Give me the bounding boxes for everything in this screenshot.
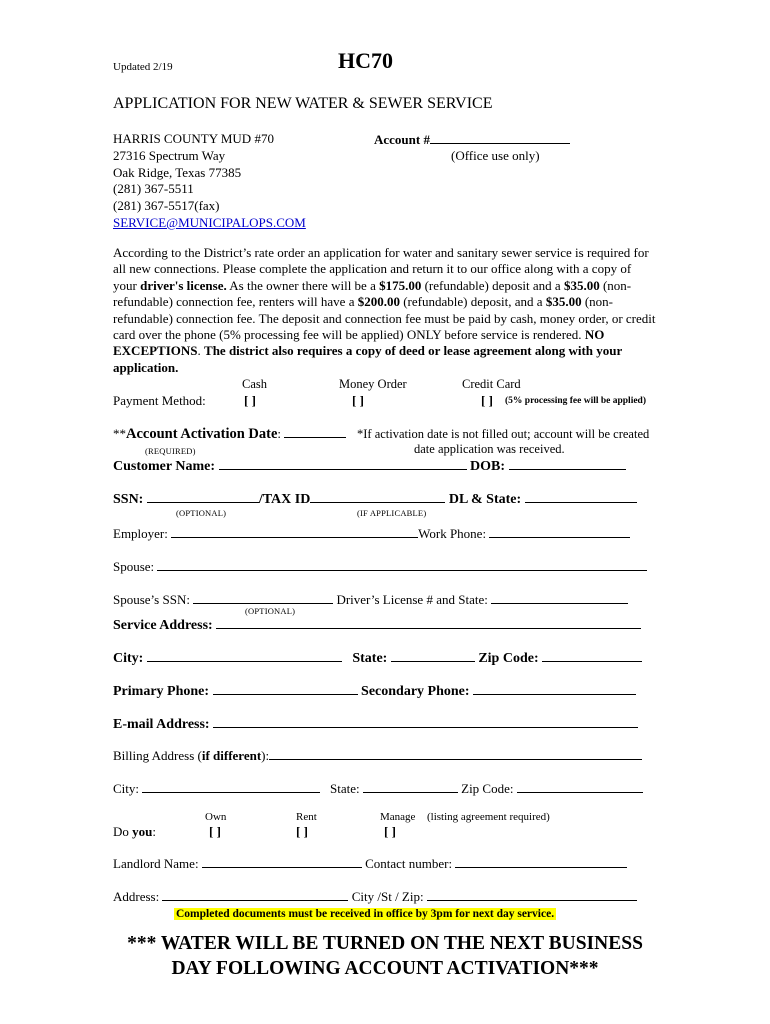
renter-connection-fee: $35.00 xyxy=(545,294,582,310)
landlord-name-label: Landlord Name: xyxy=(113,856,199,871)
payment-cash-checkbox[interactable]: [ ] xyxy=(244,393,256,408)
rent-label: Rent xyxy=(296,811,317,823)
activation-label: Account Activation Date xyxy=(126,426,278,442)
state-line[interactable] xyxy=(391,649,475,662)
own-label: Own xyxy=(205,811,227,823)
manage-note: (listing agreement required) xyxy=(427,811,550,823)
do-you-c: : xyxy=(152,824,156,839)
district-address xyxy=(113,131,306,232)
billing-zip-label: Zip Code: xyxy=(461,781,514,796)
primary-phone-line[interactable] xyxy=(213,682,358,695)
payment-cash-label: Cash xyxy=(242,377,267,391)
district-phone: (281) 367-5511 xyxy=(113,181,194,197)
customer-name-label: Customer Name: xyxy=(113,459,215,474)
district-fax: (281) 367-5517(fax) xyxy=(113,198,220,214)
payment-money-order-checkbox[interactable]: [ ] xyxy=(352,393,364,408)
activation-line[interactable] xyxy=(284,425,346,438)
billing-state-label: State: xyxy=(330,781,360,796)
landlord-address-row[interactable] xyxy=(113,888,637,905)
spouse-line[interactable] xyxy=(157,558,647,571)
do-you-a: Do xyxy=(113,824,133,839)
zip-line[interactable] xyxy=(542,649,642,662)
rent-checkbox[interactable]: [ ] xyxy=(296,824,308,839)
drivers-license-line[interactable] xyxy=(491,591,628,604)
landlord-row[interactable] xyxy=(113,855,627,872)
landlord-city-label: City /St / Zip: xyxy=(351,889,424,904)
tax-id-if-applicable: (IF APPLICABLE) xyxy=(357,508,427,518)
activation-colon: : xyxy=(277,426,282,441)
spouse-ssn-optional: (OPTIONAL) xyxy=(245,606,296,616)
phone-row[interactable] xyxy=(113,682,636,700)
account-label: Account # xyxy=(374,132,430,147)
secondary-phone-line[interactable] xyxy=(473,682,636,695)
intro-text-3: As the owner there will be a xyxy=(226,277,380,293)
form-code: HC70 xyxy=(338,48,393,73)
employer-line[interactable] xyxy=(171,525,418,538)
dl-state-label: DL & State: xyxy=(448,492,522,507)
no-exceptions: NO EXCEPTIONS xyxy=(113,327,605,359)
intro-paragraph xyxy=(113,245,658,376)
form-title: APPLICATION FOR NEW WATER & SEWER SERVICE xyxy=(113,95,493,112)
billing-state-line[interactable] xyxy=(363,780,458,793)
spouse-ssn-row[interactable] xyxy=(113,591,628,608)
owner-deposit: $175.00 xyxy=(379,277,422,293)
billing-label-c: ): xyxy=(261,748,270,763)
billing-label-b: if different xyxy=(201,748,262,763)
state-label: State: xyxy=(352,651,388,666)
credit-card-fee-note: (5% processing fee will be applied) xyxy=(505,396,647,406)
spouse-ssn-line[interactable] xyxy=(193,591,333,604)
spouse-row[interactable] xyxy=(113,558,647,575)
landlord-contact-line[interactable] xyxy=(455,855,627,868)
billing-zip-line[interactable] xyxy=(517,780,643,793)
activation-required: (REQUIRED) xyxy=(145,446,196,456)
zip-label: Zip Code: xyxy=(478,651,539,666)
manage-label: Manage xyxy=(380,811,416,823)
district-city: Oak Ridge, Texas 77385 xyxy=(113,164,242,180)
landlord-name-line[interactable] xyxy=(202,855,362,868)
tax-id-label: /TAX ID xyxy=(258,492,311,507)
intro-text-5: (refundable) deposit and a xyxy=(421,277,564,293)
city-label: City: xyxy=(113,651,144,666)
ssn-line[interactable] xyxy=(147,490,259,503)
footer-line-2: DAY FOLLOWING ACCOUNT ACTIVATION*** xyxy=(171,958,599,979)
billing-city-line[interactable] xyxy=(142,780,320,793)
deadline-notice xyxy=(174,904,556,922)
city-line[interactable] xyxy=(147,649,342,662)
billing-address-row[interactable] xyxy=(113,747,642,764)
service-address-label: Service Address: xyxy=(113,618,213,633)
dob-line[interactable] xyxy=(509,457,626,470)
footer-line-1: *** WATER WILL BE TURNED ON THE NEXT BUSINESS xyxy=(127,933,643,954)
account-line[interactable] xyxy=(430,131,570,144)
email-line[interactable] xyxy=(213,715,638,728)
primary-phone-label: Primary Phone: xyxy=(113,684,210,699)
owner-connection-fee: $35.00 xyxy=(563,277,600,293)
updated-date: Updated 2/19 xyxy=(113,61,173,73)
district-name: HARRIS COUNTY MUD #70 xyxy=(113,131,274,146)
landlord-address-label: Address: xyxy=(113,889,160,904)
do-you-b: you xyxy=(132,824,153,839)
payment-credit-card-label: Credit Card xyxy=(462,377,521,391)
district-street: 27316 Spectrum Way xyxy=(113,147,226,163)
spouse-label: Spouse: xyxy=(113,559,155,574)
email-row[interactable] xyxy=(113,715,638,733)
tax-id-line[interactable] xyxy=(310,490,445,503)
intro-text-2: driver's license. xyxy=(140,277,227,293)
account-number-field[interactable] xyxy=(374,131,570,148)
activation-date-field[interactable] xyxy=(113,425,346,443)
payment-method-label: Payment Method: xyxy=(113,393,206,408)
intro-text-1: According to the District’s rate order an application for water and sanitary sewer service is required for all new connections. Please complete the application and return it to our office along with a copy of your xyxy=(113,245,649,293)
do-you-label xyxy=(113,824,156,840)
deadline-notice-text: Completed documents must be received in office by 3pm for next day service. xyxy=(176,908,555,920)
ssn-label: SSN: xyxy=(113,492,144,507)
intro-text-9: (refundable) deposit, and a xyxy=(399,294,546,310)
activation-note-2: date application was received. xyxy=(414,442,565,456)
own-checkbox[interactable]: [ ] xyxy=(209,824,221,839)
billing-label-a: Billing Address ( xyxy=(113,748,202,763)
intro-text-7: (non-refundable) connection fee, renters will have a xyxy=(113,277,632,310)
billing-city-label: City: xyxy=(113,781,140,796)
customer-name-line[interactable] xyxy=(219,457,467,470)
activation-prefix: ** xyxy=(113,426,126,441)
landlord-city-line[interactable] xyxy=(427,888,637,901)
customer-name-field[interactable] xyxy=(113,457,626,475)
deed-requirement: The district also requires a copy of deed or lease agreement along with your application. xyxy=(113,343,623,375)
city-state-zip-row[interactable] xyxy=(113,649,642,667)
account-note: (Office use only) xyxy=(451,148,540,163)
dob-label: DOB: xyxy=(470,459,505,474)
employer-label: Employer: xyxy=(113,526,168,541)
intro-text-13: . xyxy=(197,343,205,359)
email-label: E-mail Address: xyxy=(113,717,210,732)
renter-deposit: $200.00 xyxy=(357,294,400,310)
billing-address-line[interactable] xyxy=(269,747,642,760)
work-phone-label: Work Phone: xyxy=(418,526,487,541)
manage-checkbox[interactable]: [ ] xyxy=(384,824,396,839)
work-phone-line[interactable] xyxy=(489,525,630,538)
ssn-taxid-row[interactable] xyxy=(113,490,637,508)
spouse-ssn-label: Spouse’s SSN: xyxy=(113,592,190,607)
drivers-license-label: Driver’s License # and State: xyxy=(336,592,488,607)
landlord-contact-label: Contact number: xyxy=(365,856,453,871)
activation-note-1: *If activation date is not filled out; account will be created xyxy=(357,427,650,441)
dl-state-line[interactable] xyxy=(525,490,637,503)
secondary-phone-label: Secondary Phone: xyxy=(361,684,470,699)
payment-credit-card-checkbox[interactable]: [ ] xyxy=(481,393,493,408)
service-address-line[interactable] xyxy=(216,616,641,629)
payment-money-order-label: Money Order xyxy=(339,377,407,391)
district-email-link[interactable]: SERVICE@MUNICIPALOPS.COM xyxy=(113,214,306,230)
service-address-row[interactable] xyxy=(113,616,641,634)
employer-row[interactable] xyxy=(113,525,630,542)
ssn-optional: (OPTIONAL) xyxy=(176,508,227,518)
intro-text-11: (non-refundable) connection fee. The deposit and connection fee must be paid by cash, money order, or credit card over the phone (5% processing fee will be applied) ONLY before service is rendered. xyxy=(113,294,656,343)
landlord-address-line[interactable] xyxy=(162,888,348,901)
billing-city-row[interactable] xyxy=(113,780,643,797)
